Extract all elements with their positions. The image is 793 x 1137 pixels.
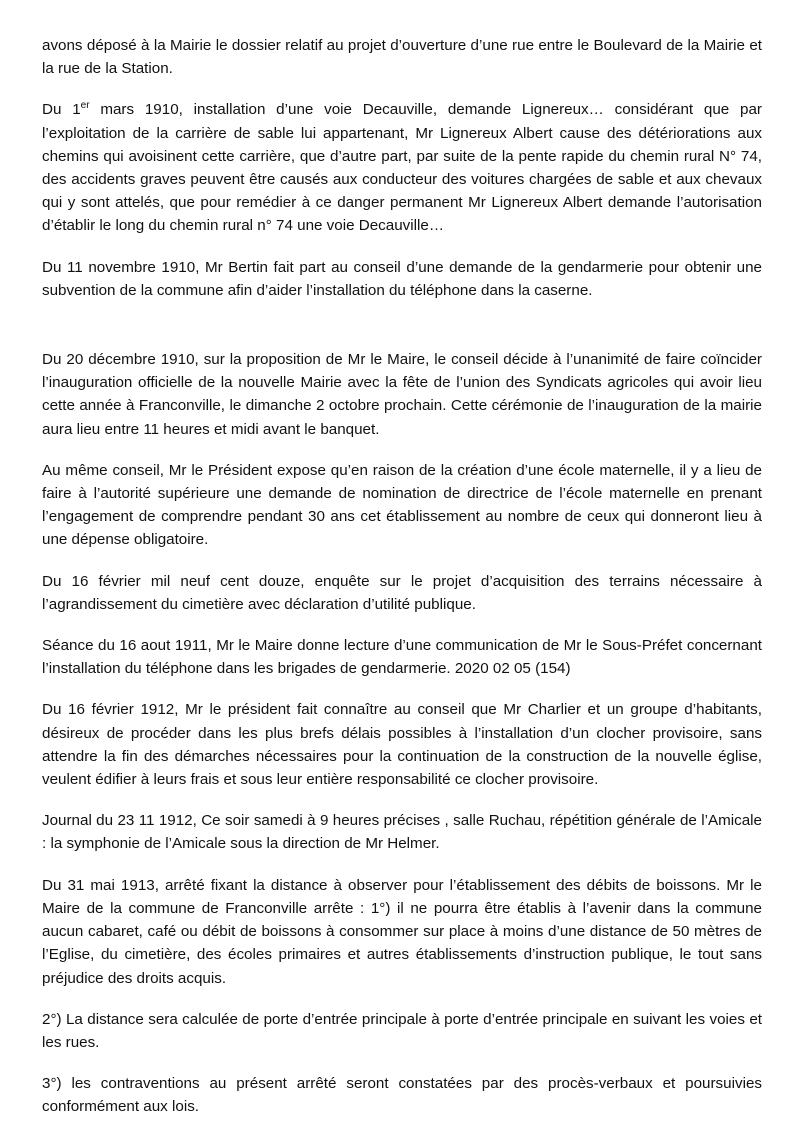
document-page xyxy=(42,34,762,1137)
ordinal-superscript: er xyxy=(80,100,90,112)
paragraph-voie-decauville xyxy=(42,98,762,237)
paragraph-clocher-provisoire: Du 16 février 1912, Mr le président fait connaître au conseil que Mr Charlier et un groupe d’habitants, désireux de procéder dans les plus brefs délais possibles à l’installation d’un clocher provisoire, sans attendre la fin des démarches nécessaires pour la continuation de la construction de la nouvelle église, veulent édifier à leurs frais et sous leur entière responsabilité ce clocher provisoire. xyxy=(42,701,762,789)
paragraph-inauguration-mairie: Du 20 décembre 1910, sur la proposition de Mr le Maire, le conseil décide à l’unanimité de faire coïncider l’inauguration officielle de la nouvelle Mairie avec la fête de l’union des Syndicats agricoles qui avoir lieu cette année à Franconville, le dimanche 2 octobre prochain. Cette cérémonie de l’inauguration de la mairie aura lieu entre 11 heures et midi avant le banquet. xyxy=(42,351,762,438)
paragraph-article-2: 2°) La distance sera calculée de porte d’entrée principale à porte d’entrée principale en suivant les voies et les rues. xyxy=(42,1010,762,1051)
paragraph-seance-aout-1911: Séance du 16 aout 1911, Mr le Maire donne lecture d’une communication de Mr le Sous-Préfet concernant l’installation du téléphone dans les brigades de gendarmerie. 2020 02 05 (154) xyxy=(42,637,762,678)
paragraph-agrandissement-cimetiere: Du 16 février mil neuf cent douze, enquête sur le projet d’acquisition des terrains nécessaire à l’agrandissement du cimetière avec déclaration d’utilité publique. xyxy=(42,572,762,613)
paragraph-telephone-caserne: Du 11 novembre 1910, Mr Bertin fait part au conseil d’une demande de la gendarmerie pour obtenir une subvention de la commune afin d’aider l’installation du téléphone dans la caserne. xyxy=(42,258,762,299)
paragraph-article-3: 3°) les contraventions au présent arrêté seront constatées par des procès-verbaux et poursuivies conformément aux lois. xyxy=(42,1075,762,1116)
paragraph-ecole-maternelle: Au même conseil, Mr le Président expose qu’en raison de la création d’une école maternelle, il y a lieu de faire à l’autorité supérieure une demande de nomination de directrice de l’école maternelle en prenant l’engagement de comprendre pendant 30 ans cet établissement au nombre de ceux qui donneront lieu à une dépense obligatoire. xyxy=(42,461,762,549)
paragraph-body: mars 1910, installation d’une voie Decauville, demande Lignereux… considérant que par l’exploitation de la carrière de sable lui appartenant, Mr Lignereux Albert cause des détériorations aux chemins qui avoisinent cette carrière, que d’autre part, par suite de la pente rapide du chemin rural N° 74, des accidents graves peuvent être causés aux conducteur des voitures chargées de sable et aux chevaux qui y sont attelés, que pour remédier à ce danger permanent Mr Lignereux Albert demande l’autorisation d’établir le long du chemin rural n° 74 une voie Decauville… xyxy=(42,101,762,235)
paragraph-prefix: Du 1 xyxy=(42,101,81,119)
paragraph-rue-station: avons déposé à la Mairie le dossier relatif au projet d’ouverture d’une rue entre le Boulevard de la Mairie et la rue de la Station. xyxy=(42,37,762,78)
paragraph-journal-amicale: Journal du 23 11 1912, Ce soir samedi à 9 heures précises , salle Ruchau, répétition générale de l’Amicale : la symphonie de l’Amicale sous la direction de Mr Helmer. xyxy=(42,812,762,853)
paragraph-debits-boissons: Du 31 mai 1913, arrêté fixant la distance à observer pour l’établissement des débits de boissons. Mr le Maire de la commune de Franconville arrête : 1°) il ne pourra être établis à l’avenir dans la commune aucun cabaret, café ou débit de boissons à consommer sur place à moins d’une distance de 50 mètres de l’Eglise, du cimetière, des écoles primaires et autres établissements d’instruction publique, le tout sans préjudice des droits acquis. xyxy=(42,876,762,987)
